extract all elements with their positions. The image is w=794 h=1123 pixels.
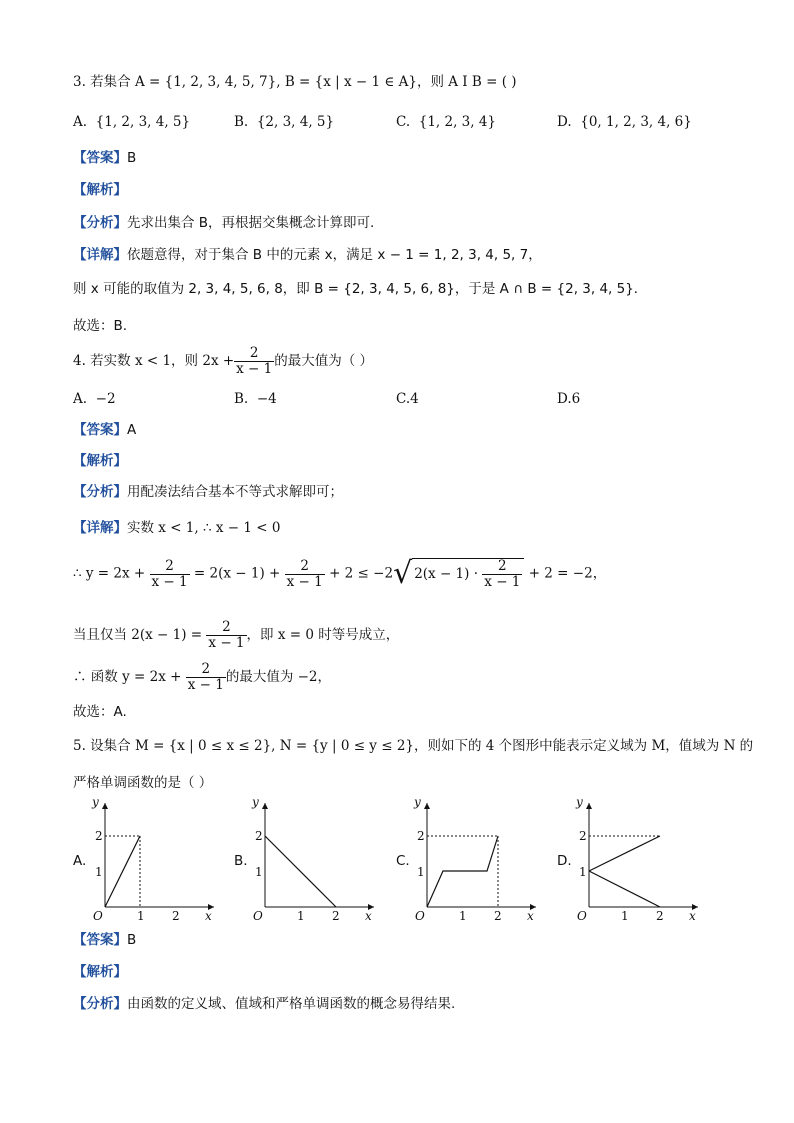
q3-fenxi: 【分析】先求出集合 B，再根据交集概念计算即可. [73, 215, 375, 231]
answer-tag: 【答案】 [73, 150, 127, 166]
svg-text:1: 1 [137, 909, 145, 922]
q5-stem-2: 严格单调函数的是（ ） [73, 775, 213, 791]
q4-option-a: A. −2 [73, 391, 116, 407]
q4-inequality: ∴ y = 2x + $\frac{2}{x - 1}$ = 2(x − 1) + $\frac{2}{x - 1}$ + 2 ≤ −2√ 2(x − 1) · $\frac{2}{x - 1}$ + 2 = −2， [73, 556, 607, 591]
q3-option-d: D. {0, 1, 2, 3, 4, 6} [557, 114, 692, 130]
q4-stem: 4. 若实数 x < 1，则 2x + $\frac{2}{x - 1}$ 的最大值为（ ） [73, 345, 374, 377]
q3-conclusion: 故选：B. [73, 318, 128, 334]
q4-condition: 当且仅当 2(x − 1) = $\frac{2}{x - 1}$ ，即 x = 0 时等号成立， [73, 619, 400, 651]
svg-text:1: 1 [255, 865, 263, 879]
graph-c [410, 796, 542, 922]
svg-text:O: O [415, 909, 425, 922]
graph-d [572, 796, 704, 922]
q5-stem-1: 5. 设集合 M = {x | 0 ≤ x ≤ 2}, N = {y | 0 ≤ y ≤ 2}，则如下的 4 个图形中能表示定义域为 M，值域为 N 的 [73, 738, 754, 754]
svg-text:2: 2 [417, 829, 425, 843]
svg-text:1: 1 [297, 909, 305, 922]
svg-text:2: 2 [332, 909, 340, 922]
svg-text:1: 1 [417, 865, 425, 879]
svg-text:2: 2 [172, 909, 180, 922]
q3-option-c: C. {1, 2, 3, 4} [396, 114, 497, 130]
q3-option-b: B. {2, 3, 4, 5} [234, 114, 335, 130]
svg-text:2: 2 [95, 829, 103, 843]
svg-text:2: 2 [656, 909, 664, 922]
q4-detail-1: 【详解】实数 x < 1, ∴ x − 1 < 0 [73, 520, 281, 536]
q3-stem: 3. 若集合 A = {1, 2, 3, 4, 5, 7}, B = {x | x − 1 ∈ A}，则 A I B = ( ) [73, 74, 517, 90]
q4-fenxi: 【分析】用配凑法结合基本不等式求解即可； [73, 484, 343, 500]
q4-option-d: D.6 [557, 391, 581, 407]
q3-option-a: A. {1, 2, 3, 4, 5} [73, 114, 191, 130]
q3-answer: 【答案】B [73, 150, 137, 166]
q4-answer: 【答案】A [73, 422, 137, 438]
q4-stem-fraction: $\frac{2}{x - 1}$ [236, 345, 273, 377]
svg-text:y: y [414, 796, 421, 809]
svg-text:x: x [527, 909, 534, 922]
graph-label-a: A. [73, 853, 87, 869]
svg-text:O: O [253, 909, 263, 922]
q3-analysis-heading: 【解析】 [73, 182, 127, 198]
sqrt-icon: √ [393, 556, 413, 591]
svg-text:y: y [576, 796, 583, 809]
svg-text:1: 1 [95, 865, 103, 879]
q4-conclusion: 故选：A. [73, 704, 127, 720]
origin-label: O [93, 909, 103, 922]
q4-max: ∴ 函数 y = 2x + $\frac{2}{x - 1}$ 的最大值为 −2， [73, 661, 332, 693]
svg-text:2: 2 [494, 909, 502, 922]
svg-text:y: y [252, 796, 259, 809]
svg-text:x: x [689, 909, 696, 922]
svg-text:2: 2 [255, 829, 263, 843]
q4-option-c: C.4 [396, 391, 419, 407]
q5-answer: 【答案】B [73, 932, 137, 948]
graph-b [248, 796, 380, 922]
svg-text:1: 1 [459, 909, 467, 922]
q3-detail-1: 【详解】依题意得，对于集合 B 中的元素 x，满足 x − 1 = 1, 2, 3, 4, 5, 7， [73, 247, 542, 263]
q5-analysis-heading: 【解析】 [73, 964, 127, 980]
q4-analysis-heading: 【解析】 [73, 453, 127, 469]
graph-label-d: D. [557, 853, 572, 869]
svg-text:1: 1 [579, 865, 587, 879]
svg-text:1: 1 [621, 909, 629, 922]
graph-a [88, 796, 220, 922]
x-axis-label: x [205, 909, 212, 922]
q4-option-b: B. −4 [234, 391, 277, 407]
y-axis-label: y [92, 796, 99, 809]
q5-fenxi: 【分析】由函数的定义域、值域和严格单调函数的概念易得结果. [73, 996, 456, 1012]
graph-label-b: B. [234, 853, 248, 869]
svg-text:x: x [365, 909, 372, 922]
q3-detail-2: 则 x 可能的取值为 2, 3, 4, 5, 6, 8，即 B = {2, 3, 4, 5, 6, 8}，于是 A ∩ B = {2, 3, 4, 5}． [73, 281, 648, 297]
svg-text:O: O [577, 909, 587, 922]
graph-label-c: C. [396, 853, 410, 869]
svg-text:2: 2 [579, 829, 587, 843]
